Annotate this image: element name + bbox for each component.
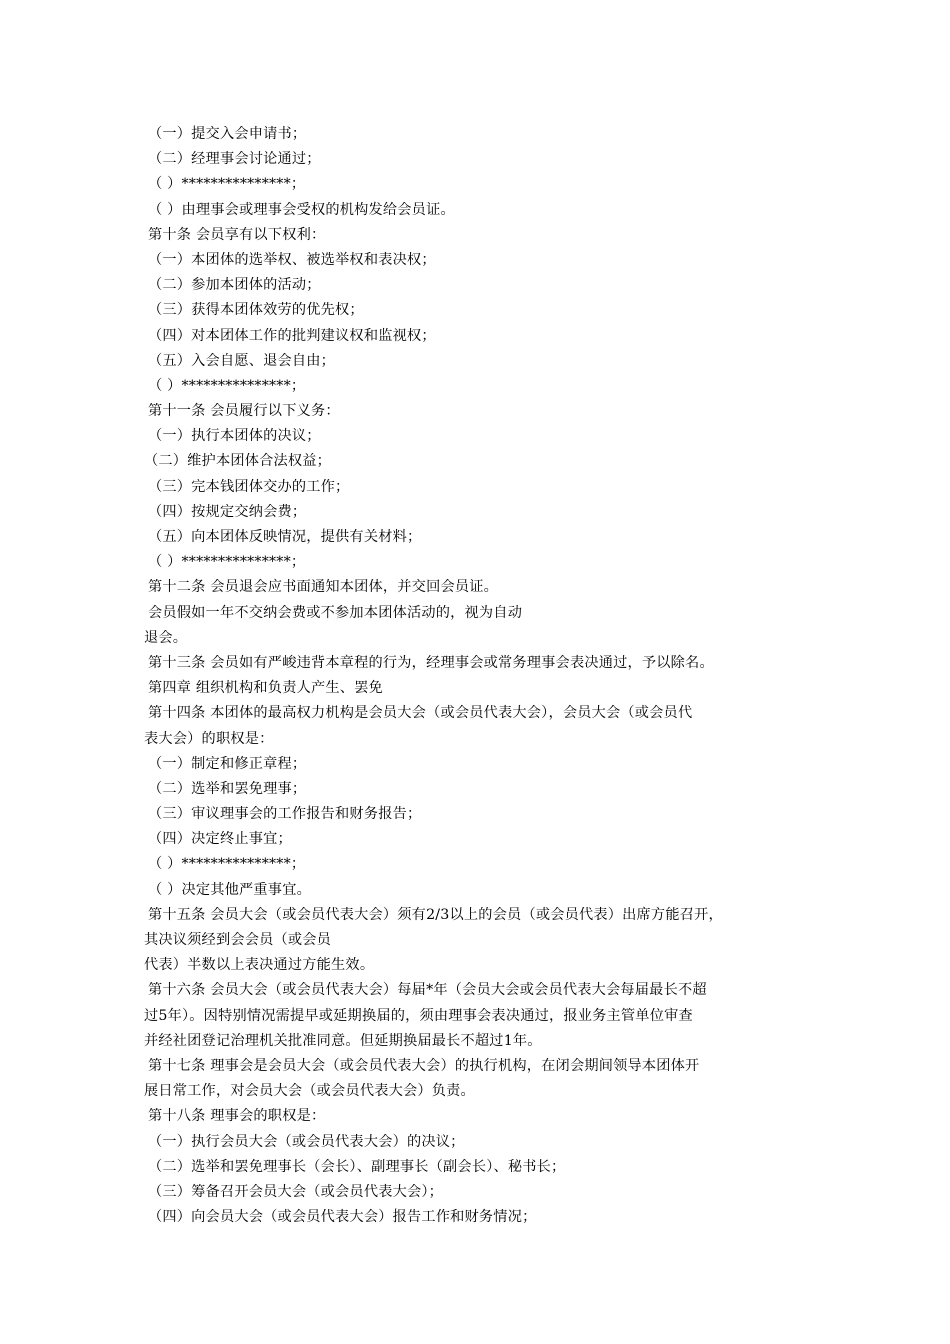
text-line: （四）按规定交纳会费； [148,503,307,520]
text-line: （三）审议理事会的工作报告和财务报告； [148,806,422,823]
text-line: （ ）***************； [148,554,306,571]
text-line: （ ）***************； [148,176,306,193]
text-line: （一）提交入会申请书； [148,126,307,142]
text-line: （五）入会自愿、退会自由； [148,352,336,369]
text-line: （二）维护本团体合法权益； [144,453,332,470]
text-line: （一）制定和修正章程； [148,755,307,772]
text-line: （二）选举和罢免理事长（会长）、副理事长（副会长）、秘书长； [148,1158,566,1175]
text-line: （五）向本团体反映情况，提供有关材料； [148,529,422,545]
text-line: （三）筹备召开会员大会（或会员代表大会）； [148,1183,444,1200]
text-line: （二）选举和罢免理事； [148,780,307,797]
text-line: （ ）由理事会或理事会受权的机构发给会员证。 [148,201,455,218]
text-line: （二）经理事会讨论通过； [148,151,321,168]
text-line: 展日常工作，对会员大会（或会员代表大会）负责。 [144,1083,475,1100]
text-line: （三）完本钱团体交办的工作； [148,478,350,495]
text-line: （四）对本团体工作的批判建议权和监视权； [148,327,436,344]
article-heading: 第十一条 会员履行以下义务： [148,403,340,420]
text-line: （ ）***************； [148,377,306,394]
chapter-heading: 第四章 组织机构和负责人产生、罢免 [148,680,383,697]
text-line: （ ）***************； [148,856,306,873]
text-line: 其决议须经到会会员（或会员 [144,932,332,948]
text-line: 表大会）的职权是： [144,730,274,747]
text-line: 会员假如一年不交纳会费或不参加本团体活动的，视为自动 [148,604,523,621]
article-heading: 第十条 会员享有以下权利： [148,226,326,243]
text-line: （三）获得本团体效劳的优先权； [148,302,364,319]
text-line: 代表）半数以上表决通过方能生效。 [144,957,375,974]
text-line: （一）本团体的选举权、被选举权和表决权； [148,251,436,268]
text-line: 退会。 [144,629,188,646]
text-line: 并经社团登记治理机关批准同意。但延期换届最长不超过1年。 [144,1032,542,1049]
article-heading: 第十七条 理事会是会员大会（或会员代表大会）的执行机构，在闭会期间领导本团体开 [148,1057,700,1074]
text-line: （一）执行会员大会（或会员代表大会）的决议； [148,1133,465,1150]
article-heading: 第十二条 会员退会应书面通知本团体，并交回会员证。 [148,579,499,596]
text-line: （一）执行本团体的决议； [148,428,321,445]
text-line: （四）向会员大会（或会员代表大会）报告工作和财务情况； [148,1209,537,1226]
document-body [144,122,816,1230]
text-line: （四）决定终止事宜； [148,831,292,848]
text-line: （二）参加本团体的活动； [148,277,321,294]
article-heading: 第十五条 会员大会（或会员代表大会）须有2/3以上的会员（或会员代表）出席方能召开， [148,906,723,923]
text-line: （ ）决定其他严重事宜。 [148,881,311,898]
text-line: 过5年）。因特别情况需提早或延期换届的，须由理事会表决通过，报业务主管单位审查 [144,1007,693,1024]
article-heading: 第十六条 会员大会（或会员代表大会）每届*年（会员大会或会员代表大会每届最长不超 [148,982,707,999]
article-heading: 第十三条 会员如有严峻违背本章程的行为，经理事会或常务理事会表决通过，予以除名。 [148,654,714,671]
article-heading: 第十四条 本团体的最高权力机构是会员大会（或会员代表大会），会员大会（或会员代 [148,705,693,722]
article-heading: 第十八条 理事会的职权是： [148,1108,326,1125]
